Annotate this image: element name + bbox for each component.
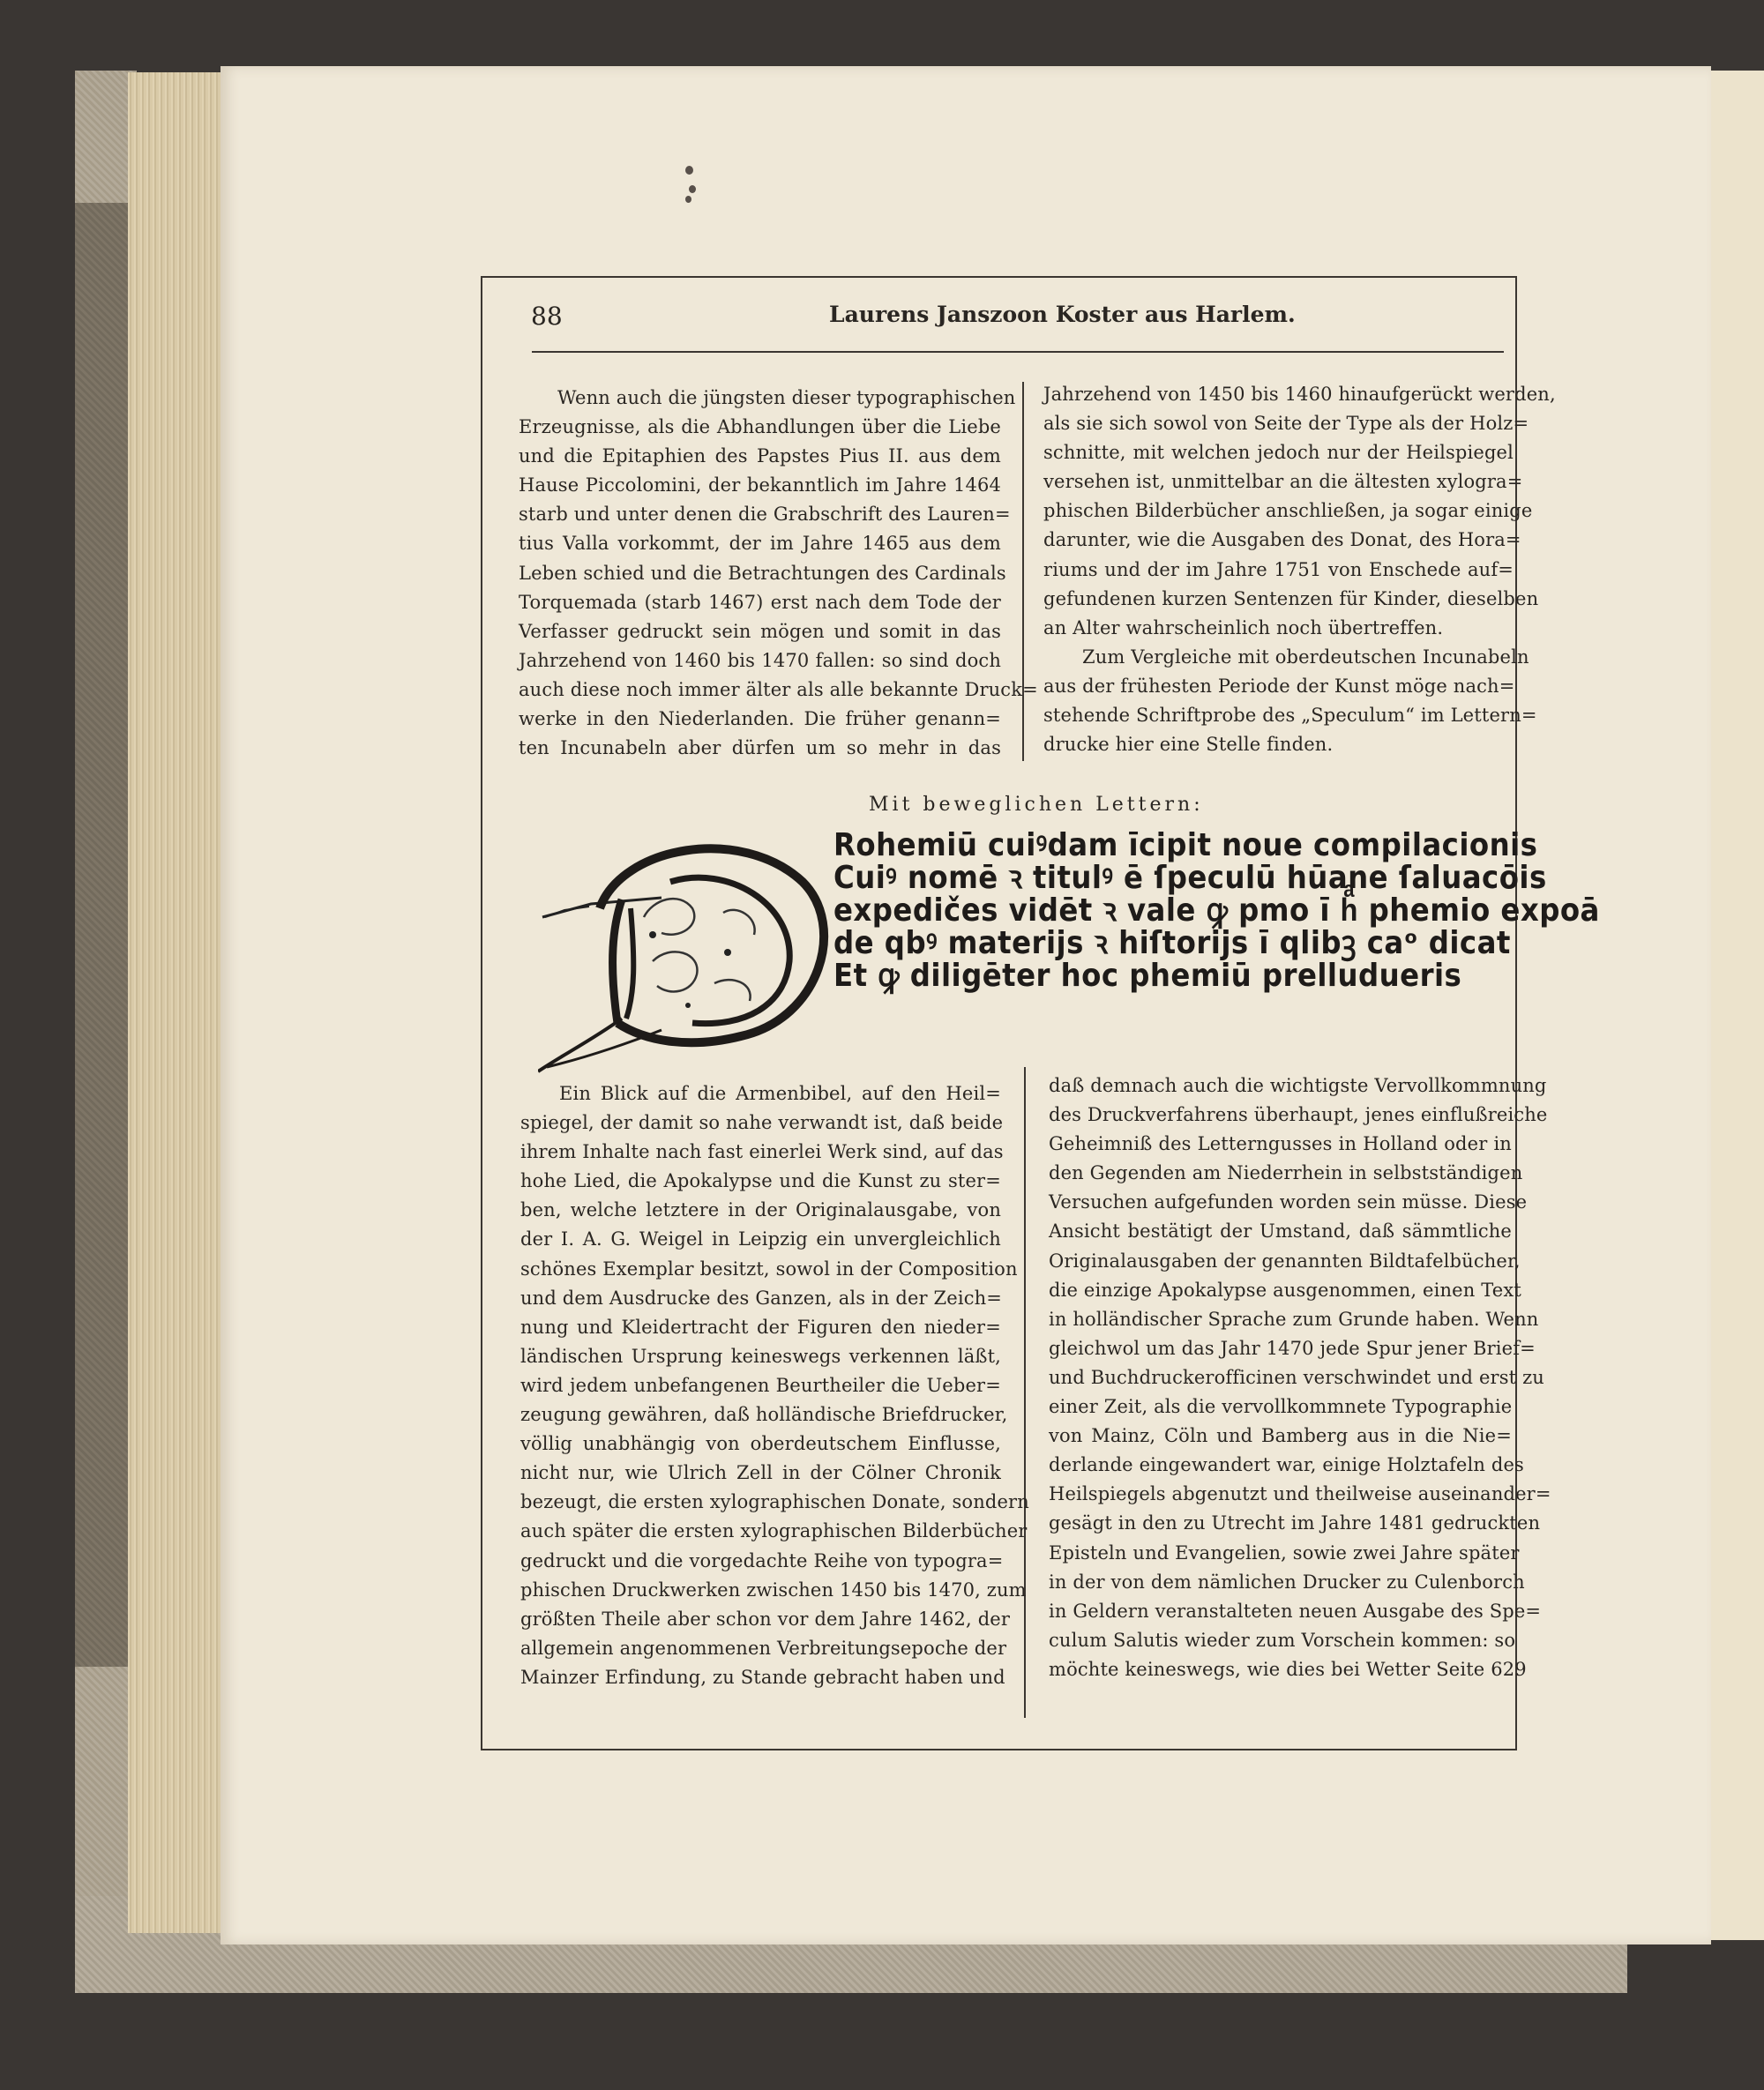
text-line: wird jedem unbefangenen Beurtheiler die Ueber= [520, 1374, 1001, 1396]
text-line: als sie sich sowol von Seite der Type als der Holz= [1043, 413, 1529, 435]
column-divider-top [1022, 382, 1024, 761]
text-line: ten Incunabeln aber dürfen um so mehr in das [519, 737, 1001, 759]
text-line: Episteln und Evangelien, sowie zwei Jahre später [1049, 1541, 1520, 1564]
text-line: derlande eingewandert war, einige Holztafeln des [1049, 1454, 1524, 1476]
sample-line: de qbꝰ materijs ꝛ hiſtorijs ī qlibꝫ caᵒ dicat [833, 925, 1511, 961]
ink-spot [689, 185, 696, 193]
text-line: culum Salutis wieder zum Vorschein kommen: so [1049, 1629, 1516, 1651]
text-line: auch später die ersten xylographischen Bilderbücher [520, 1520, 1028, 1542]
text-line: den Gegenden am Niederrhein in selbstständigen [1049, 1162, 1523, 1184]
text-column-top-right [1043, 380, 1556, 759]
text-line: allgemein angenommenen Verbreitungsepoche der [520, 1637, 1007, 1659]
text-line: möchte keineswegs, wie dies bei Wetter Seite 629 [1049, 1658, 1527, 1680]
text-line: starb und unter denen die Grabschrift des Lauren= [519, 504, 1011, 526]
ink-spot [685, 196, 691, 203]
page-number: 88 [531, 302, 563, 331]
text-line: Jahrzehend von 1460 bis 1470 fallen: so sind doch [519, 649, 1001, 671]
text-line: riums und der im Jahre 1751 von Enschede auf= [1043, 558, 1514, 580]
sample-line: Cuiꝰ nomē ꝛ titulꝰ ē ſpeculū hūane ſaluacōis [833, 860, 1547, 896]
text-line: einer Zeit, als die vervollkommnete Typographie [1049, 1396, 1513, 1418]
text-column-bottom-left [520, 1079, 1029, 1692]
text-line: darunter, wie die Ausgaben des Donat, des Hora= [1043, 529, 1521, 551]
running-title: Laurens Janszoon Koster aus Harlem. [829, 302, 1296, 327]
text-line: Ansicht bestätigt der Umstand, daß sämmtliche [1049, 1220, 1512, 1243]
ink-spot [685, 166, 693, 175]
text-line: Leben schied und die Betrachtungen des Cardinals [519, 562, 1006, 584]
text-line: in holländischer Sprache zum Grunde haben. Wenn [1049, 1308, 1539, 1330]
text-line: Wenn auch die jüngsten dieser typographischen [557, 387, 1016, 408]
text-line: und dem Ausdrucke des Ganzen, als in der Zeich= [520, 1287, 1003, 1309]
text-line: Hause Piccolomini, der bekanntlich im Jahre 1464 [519, 474, 1001, 496]
text-line: spiegel, der damit so nahe verwandt ist, daß beide [520, 1112, 1004, 1134]
text-line: und die Epitaphien des Papstes Pius II. aus dem [519, 445, 1001, 467]
text-line: schönes Exemplar besitzt, sowol in der Composition [520, 1258, 1018, 1280]
text-line: die einzige Apokalypse ausgenommen, einen Text [1049, 1279, 1521, 1301]
next-page-edge [1707, 71, 1764, 1940]
text-line: der I. A. G. Weigel in Leipzig ein unvergleichlich [520, 1228, 1001, 1250]
text-line: tius Valla vorkommt, der im Jahre 1465 aus dem [519, 533, 1001, 555]
text-line: drucke hier eine Stelle finden. [1043, 734, 1334, 756]
text-line: und Buchdruckerofficinen verschwindet und erst zu [1049, 1366, 1544, 1388]
text-line: ihrem Inhalte nach fast einerlei Werk sind, auf das [520, 1141, 1004, 1163]
text-line: bezeugt, die ersten xylographischen Donate, sondern [520, 1491, 1029, 1513]
sample-line: Rohemiū cuiꝰdam īcipit noue compilacionis [833, 827, 1538, 863]
text-line: versehen ist, unmittelbar an die ältesten xylogra= [1043, 471, 1523, 493]
header-rule [532, 351, 1504, 353]
text-line: des Druckverfahrens überhaupt, jenes einflußreiche [1049, 1104, 1548, 1126]
column-divider-bottom [1024, 1067, 1026, 1718]
decorated-initial [538, 829, 829, 1076]
text-line: Originalausgaben der genannten Bildtafelbücher, [1049, 1250, 1521, 1272]
text-line: völlig unabhängig von oberdeutschem Einflusse, [520, 1433, 1001, 1455]
text-line: Ein Blick auf die Armenbibel, auf den Heil= [559, 1083, 1001, 1104]
text-line: Jahrzehend von 1450 bis 1460 hinaufgerückt werden, [1043, 384, 1556, 405]
text-line: Geheimniß des Letterngusses in Holland oder in [1049, 1133, 1512, 1155]
text-line: werke in den Niederlanden. Die früher genann= [519, 708, 1001, 730]
text-line: auch diese noch immer älter als alle bekannte Druck= [519, 678, 1038, 700]
text-line: gefundenen kurzen Sentenzen für Kinder, dieselben [1043, 587, 1539, 609]
text-line: Mainzer Erfindung, zu Stande gebracht haben und [520, 1666, 1005, 1688]
sample-line: expedičes vidēt ꝛ vale ꝙ pmo ī hͣ phemio expoā [833, 892, 1600, 929]
text-line: Verfasser gedruckt sein mögen und somit in das [519, 620, 1001, 642]
text-line: Zum Vergleiche mit oberdeutschen Incunabeln [1082, 646, 1529, 668]
text-line: in Geldern veranstalteten neuen Ausgabe des Spe= [1049, 1600, 1542, 1622]
text-line: an Alter wahrscheinlich noch übertreffen. [1043, 616, 1444, 638]
text-line: gedruckt und die vorgedachte Reihe von typogra= [520, 1549, 1004, 1571]
text-line: daß demnach auch die wichtigste Vervollkommnung [1049, 1075, 1547, 1096]
text-line: nung und Kleidertracht der Figuren den nieder= [520, 1316, 1001, 1338]
text-line: größten Theile aber schon vor dem Jahre 1462, der [520, 1608, 1011, 1630]
sample-line: Et ꝙ diligēter hoc phemiū prelludueris [833, 958, 1462, 994]
text-line: gesägt in den zu Utrecht im Jahre 1481 gedruckten [1049, 1512, 1541, 1534]
text-line: stehende Schriftprobe des „Speculum“ im Lettern= [1043, 705, 1537, 727]
woodcut-text-sample [833, 827, 1600, 994]
text-line: ländischen Ursprung keineswegs verkennen läßt, [520, 1345, 1001, 1367]
text-column-top-left [519, 384, 1038, 763]
text-line: in der von dem nämlichen Drucker zu Culenborch [1049, 1571, 1525, 1593]
text-column-bottom-right [1049, 1071, 1551, 1684]
text-line: Torquemada (starb 1467) erst nach dem Tode der [519, 591, 1001, 613]
text-line: ben, welche letztere in der Originalausgabe, von [520, 1199, 1001, 1221]
text-line: von Mainz, Cöln und Bamberg aus in die Nie= [1049, 1425, 1512, 1447]
text-line: aus der frühesten Periode der Kunst möge nach= [1043, 675, 1515, 697]
text-line: phischen Druckwerken zwischen 1450 bis 1470, zum [520, 1579, 1027, 1601]
text-line: gleichwol um das Jahr 1470 jede Spur jener Brief= [1049, 1337, 1536, 1359]
text-line: nicht nur, wie Ulrich Zell in der Cölner Chronik [520, 1462, 1001, 1484]
text-line: Erzeugnisse, als die Abhandlungen über die Liebe [519, 416, 1001, 438]
text-line: Heilspiegels abgenutzt und theilweise auseinander= [1049, 1483, 1551, 1505]
text-line: phischen Bilderbücher anschließen, ja sogar einige [1043, 500, 1533, 522]
text-line: hohe Lied, die Apokalypse und die Kunst zu ster= [520, 1170, 1001, 1192]
text-line: zeugung gewähren, daß holländische Briefdrucker, [520, 1404, 1008, 1426]
text-line: Versuchen aufgefunden worden sein müsse. Diese [1049, 1191, 1528, 1213]
text-line: schnitte, mit welchen jedoch nur der Heilspiegel [1043, 442, 1514, 464]
sample-heading: Mit beweglichen Lettern: [869, 794, 1204, 816]
